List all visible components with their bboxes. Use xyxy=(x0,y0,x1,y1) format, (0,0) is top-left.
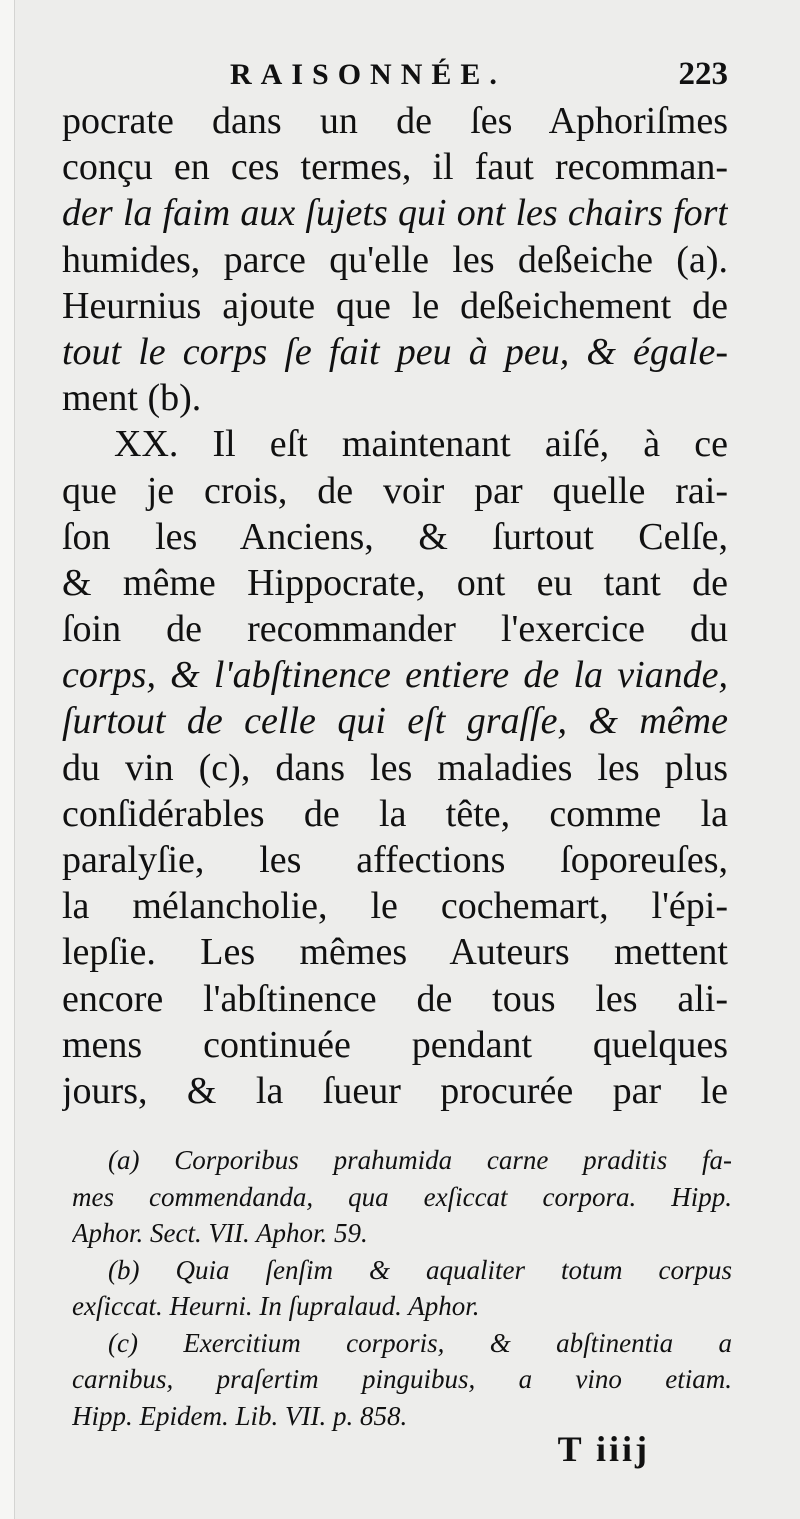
text-line: jours, & la ſueur procurée par le xyxy=(62,1069,728,1112)
text-line: ſoin de recommander l'exercice du xyxy=(62,608,728,651)
text-line: XX. Il eſt maintenant aiſé, à ce xyxy=(114,423,728,466)
text-line: conçu en ces termes, il faut recomman- xyxy=(62,146,728,189)
footnote-line: Aphor. Sect. VII. Aphor. 59. xyxy=(72,1218,368,1248)
signature-mark: T iiij xyxy=(557,1429,650,1469)
text-line: pocrate dans un de ſes Aphoriſmes xyxy=(62,100,728,142)
text-line: corps, & l'abſtinence entiere de la viande, xyxy=(62,654,728,697)
text-line: du vin (c), dans les maladies les plus xyxy=(62,746,728,789)
footnote-line: exſiccat. Heurni. In ſupralaud. Aphor. xyxy=(72,1291,480,1321)
text-line: & même Hippocrate, ont eu tant de xyxy=(62,561,728,604)
page-header xyxy=(60,58,740,102)
text-line: ſon les Anciens, & ſurtout Celſe, xyxy=(62,515,728,558)
text-line: la mélancholie, le cochemart, l'épi- xyxy=(62,885,728,928)
text-line: encore l'abſtinence de tous les ali- xyxy=(62,977,728,1020)
text-line: humides, parce qu'elle les deßeiche (a). xyxy=(62,238,728,281)
footnote-line: (c) Exercitium corporis, & abſtinentia a xyxy=(108,1327,732,1358)
footnotes xyxy=(72,1142,732,1434)
text-line: ſurtout de celle qui eſt graſſe, & même xyxy=(62,700,728,743)
footnote-line: carnibus, praſertim pinguibus, a vino etiam. xyxy=(72,1364,732,1394)
main-text xyxy=(62,98,728,1114)
footnote-line: Hipp. Epidem. Lib. VII. p. 858. xyxy=(72,1400,408,1431)
text-line: Heurnius ajoute que le deßeichement de xyxy=(62,284,728,327)
text-line: mens continuée pendant quelques xyxy=(62,1023,728,1066)
footnote-line: (a) Corporibus prahumida carne praditis fa- xyxy=(108,1145,732,1175)
text-line: lepſie. Les mêmes Auteurs mettent xyxy=(62,931,728,974)
footnote-line: (b) Quia ſenſim & aqualiter totum corpus xyxy=(108,1254,732,1285)
running-head: RAISONNÉE. xyxy=(230,58,506,91)
text-line: tout le corps ſe fait peu à peu, & égale- xyxy=(62,330,728,373)
text-line: paralyſie, les affections ſoporeuſes, xyxy=(62,839,728,881)
footnote-line: mes commendanda, qua exſiccat corpora. Hipp. xyxy=(72,1181,732,1212)
page-number: 223 xyxy=(678,56,728,92)
text-line: que je crois, de voir par quelle rai- xyxy=(62,469,728,512)
text-line: ment (b). xyxy=(62,377,202,420)
text-line: conſidérables de la tête, comme la xyxy=(62,792,728,835)
text-line: der la faim aux ſujets qui ont les chairs fort xyxy=(62,192,728,235)
page-edge xyxy=(0,0,15,1519)
